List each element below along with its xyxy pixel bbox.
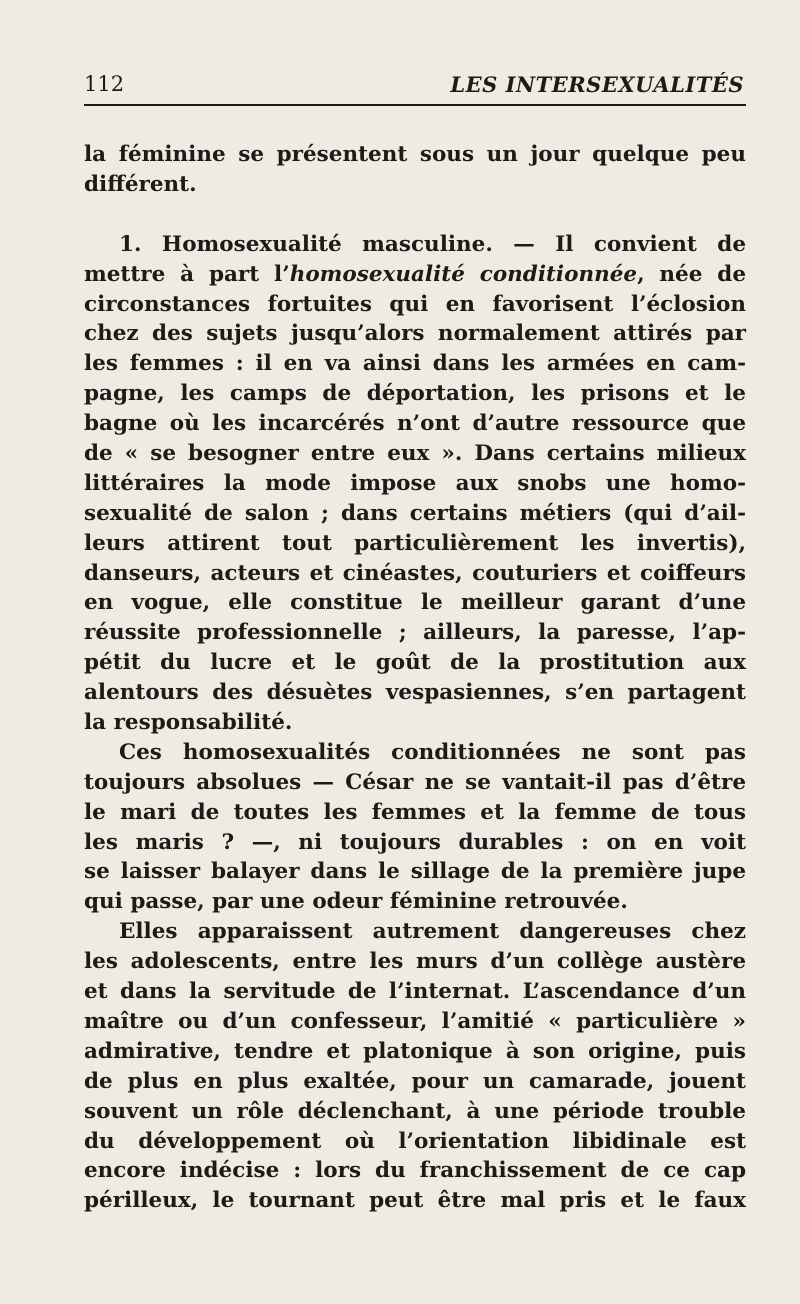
running-title: LES INTERSEXUALITÉS: [450, 72, 744, 97]
text-line: [84, 260, 746, 290]
text-line: de « se besogner entre eux ». Dans certains milieux: [84, 441, 746, 467]
text-line: se laisser balayer dans le sillage de la première jupe: [84, 859, 746, 885]
text-line: circonstances fortuites qui en favorisent l’éclosion: [84, 291, 746, 317]
section-heading: 1. Homosexualité masculine.: [119, 231, 493, 257]
text-run: , née de: [637, 261, 746, 287]
text-line: de plus en plus exaltée, pour un camarade, jouent: [84, 1068, 746, 1094]
text-line: bagne où les incarcérés n’ont d’autre ressource que: [84, 411, 746, 437]
text-line: danseurs, acteurs et cinéastes, couturiers et coiffeurs: [84, 560, 746, 586]
text-line: en vogue, elle constitue le meilleur garant d’une: [84, 590, 746, 616]
text-line: sexualité de salon ; dans certains métiers (qui d’ail-: [84, 500, 746, 526]
text-line: alentours des désuètes vespasiennes, s’en partagent: [84, 680, 746, 706]
running-header: [84, 66, 744, 104]
text-line: encore indécise : lors du franchissement de ce cap: [84, 1158, 746, 1184]
text-line: les maris ? —, ni toujours durables : on en voit: [84, 829, 746, 855]
text-run: — Il convient de: [492, 231, 747, 257]
text-line: le mari de toutes les femmes et la femme de tous: [84, 799, 746, 825]
text-line: réussite professionnelle ; ailleurs, la paresse, l’ap-: [84, 620, 746, 646]
italic-term: homosexualité conditionnée: [289, 261, 638, 287]
text-line: périlleux, le tournant peut être mal pris et le faux: [84, 1188, 746, 1214]
text-line: Elles apparaissent autrement dangereuses chez: [119, 919, 746, 945]
text-line: les femmes : il en va ainsi dans les armées en cam-: [84, 351, 746, 377]
text-line: et dans la servitude de l’internat. L’ascendance d’un: [84, 979, 746, 1005]
text-line: maître ou d’un confesseur, l’amitié « particulière »: [84, 1008, 746, 1034]
text-line: qui passe, par une odeur féminine retrouvée.: [84, 889, 628, 915]
paragraph-gap: [84, 200, 746, 230]
section-first-line: [84, 230, 746, 260]
text-run: mettre à part l’: [84, 261, 290, 287]
page-number: 112: [84, 72, 125, 96]
text-line: leurs attirent tout particulièrement les invertis),: [84, 530, 746, 556]
body-text: [84, 140, 746, 1216]
text-line: la féminine se présentent sous un jour quelque peu: [84, 142, 746, 167]
text-line: différent.: [84, 171, 197, 197]
text-line: pagne, les camps de déportation, les prisons et le: [84, 381, 746, 407]
text-line: Ces homosexualités conditionnées ne sont pas: [119, 739, 746, 765]
header-rule: [84, 104, 746, 106]
text-line: pétit du lucre et le goût de la prostitution aux: [84, 650, 746, 676]
text-line: chez des sujets jusqu’alors normalement attirés par: [84, 321, 746, 347]
text-line: littéraires la mode impose aux snobs une homo-: [84, 470, 746, 496]
text-line: toujours absolues — César ne se vantait-il pas d’être: [84, 769, 746, 795]
text-line: du développement où l’orientation libidinale est: [84, 1128, 746, 1154]
text-line: admirative, tendre et platonique à son origine, puis: [84, 1038, 746, 1064]
text-line: les adolescents, entre les murs d’un collège austère: [84, 949, 746, 975]
text-line: la responsabilité.: [84, 710, 293, 736]
text-line: souvent un rôle déclenchant, à une période trouble: [84, 1098, 746, 1124]
